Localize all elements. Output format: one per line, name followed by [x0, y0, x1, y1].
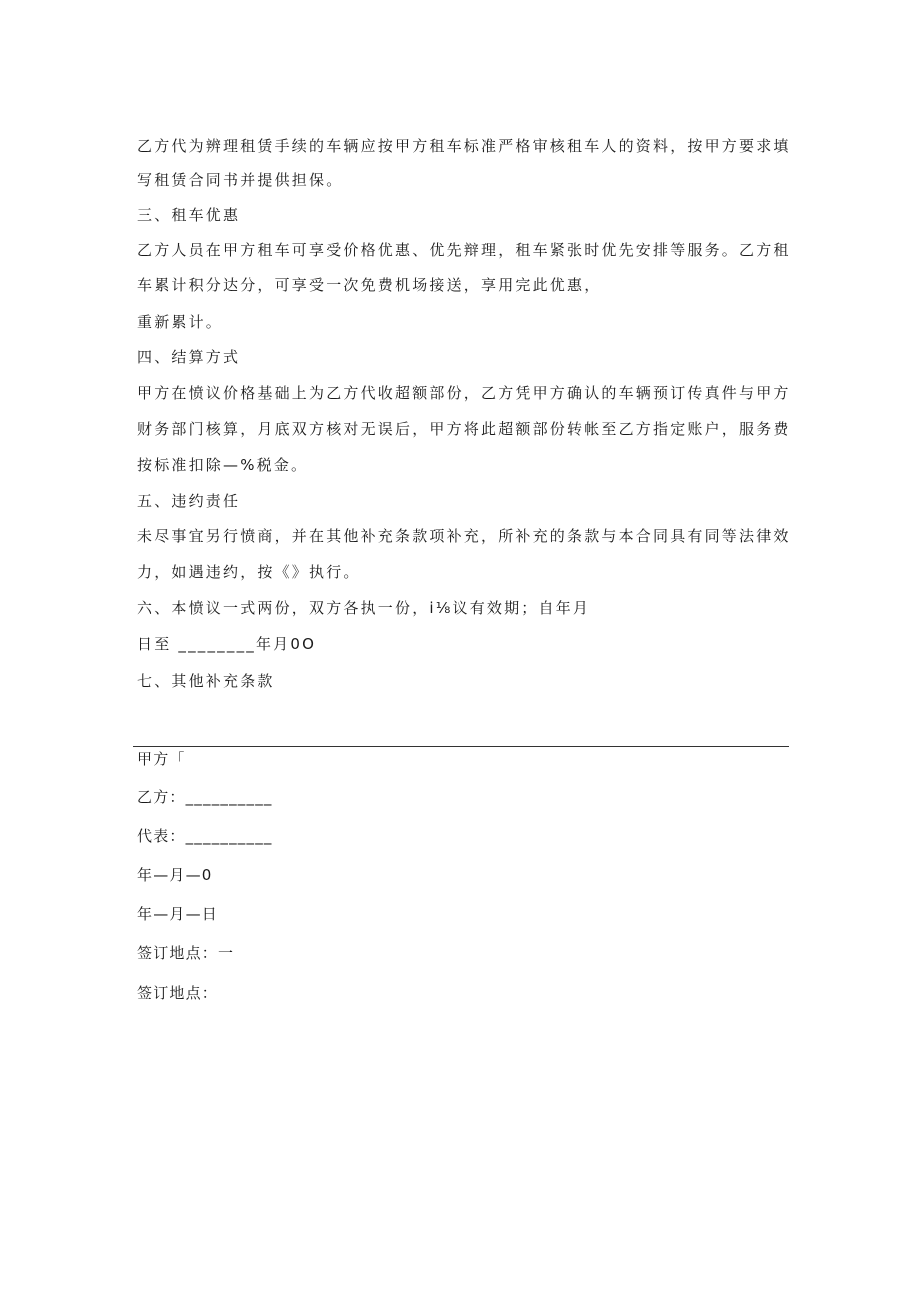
clause-text-line: 按标准扣除—%税金。: [137, 456, 309, 474]
clause-text-line: 日至 ________年月0O: [137, 635, 317, 653]
date-field: 年—月—日: [137, 905, 219, 923]
clause-text-line: 甲方在愤议价格基础上为乙方代收超额部份，乙方凭甲方确认的车辆预订传真件与甲方: [137, 384, 791, 402]
clause-text-line: 写租赁合同书并提供担保。: [137, 171, 344, 189]
signing-place-field: 签订地点：: [137, 984, 219, 1002]
clause-text-line: 乙方人员在甲方租车可享受价格优惠、优先辩理，租车紧张时优先安排等服务。乙方租: [137, 241, 791, 259]
section-heading-supplementary: 七、其他补充条款: [137, 672, 275, 690]
clause-text-line: 车累计积分达分，可享受一次免费机场接送，享用完此优惠，: [137, 276, 602, 294]
party-a-label: 甲方「: [137, 750, 186, 768]
clause-text-line: 未尽事宜另行愤商，并在其他补充条款项补充，所补充的条款与本合同具有同等法律效: [137, 527, 791, 545]
party-b-field: 乙方：__________: [137, 788, 273, 806]
clause-text-line: 财务部门核算，月底双方核对无误后，甲方将此超额部份转帐至乙方指定账户，服务费: [137, 420, 791, 438]
clause-text-line: 重新累计。: [137, 313, 224, 331]
section-heading-settlement: 四、结算方式: [137, 348, 241, 366]
signature-divider: [133, 746, 789, 747]
signing-place-field: 签订地点：一: [137, 944, 235, 962]
date-field: 年—月—0: [137, 866, 213, 884]
representative-field: 代表：__________: [137, 827, 273, 845]
section-heading-discount: 三、租车优惠: [137, 206, 241, 224]
clause-text-line: 乙方代为辨理租赁手续的车辆应按甲方租车标准严格审核租车人的资料，按甲方要求填: [137, 137, 791, 155]
section-heading-liability: 五、违约责任: [137, 492, 241, 510]
clause-text-line: 六、本愤议一式两份，双方各执一份，i⅛议有效期；自年月: [137, 599, 591, 617]
clause-text-line: 力，如遇违约，按《》执行。: [137, 563, 361, 581]
